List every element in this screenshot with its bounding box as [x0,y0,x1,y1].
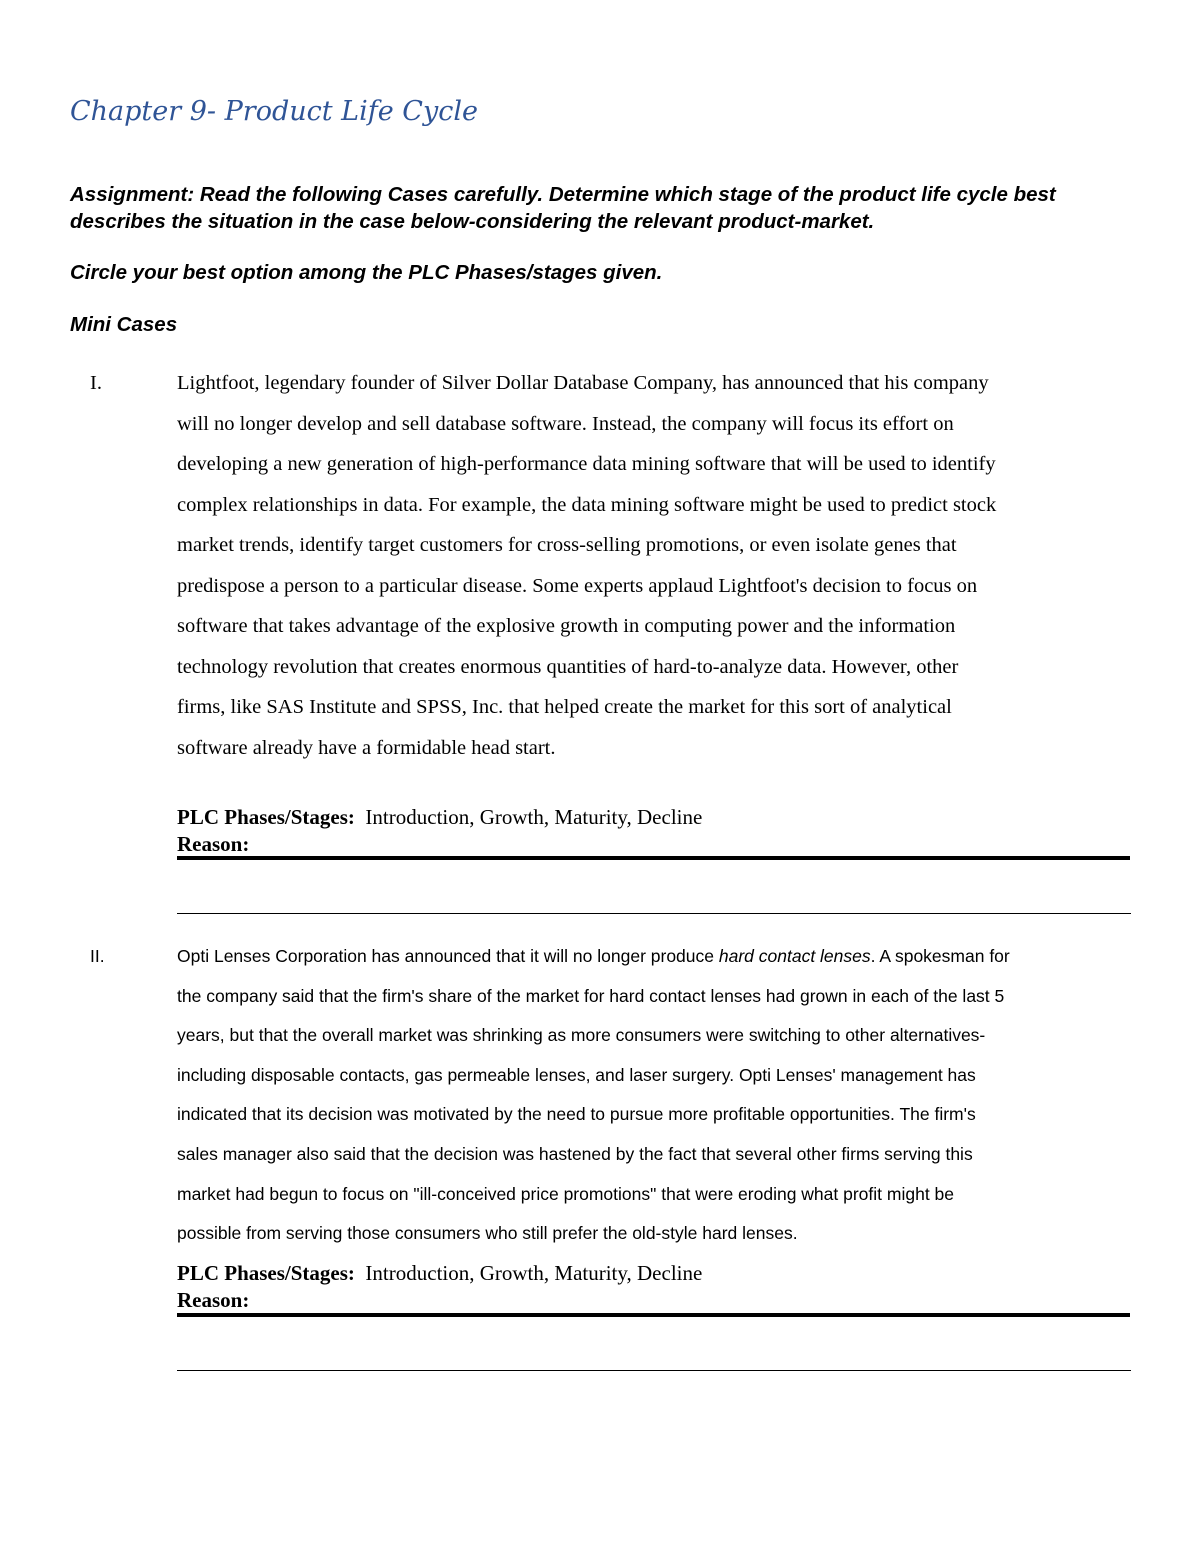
plc-stages [177,1260,702,1286]
answer-line [177,913,1131,914]
case-text [177,363,1137,768]
case-line: possible from serving those consumers who still prefer the old-style hard lenses. [177,1223,798,1244]
case-line: years, but that the overall market was shrinking as more consumers were switching to other alternatives- [177,1025,986,1046]
case-line: the company said that the firm's share of the market for hard contact lenses had grown in each of the last 5 [177,985,1005,1006]
case-line: sales manager also said that the decision was hastened by the fact that several other firms serving this [177,1143,973,1164]
case-number: II. [90,946,105,966]
case-line: market trends, identify target customers for cross-selling promotions, or even isolate genes that [177,534,957,556]
plc-label: PLC Phases/Stages: [177,805,355,829]
case-line: software already have a formidable head start. [177,736,556,759]
section-heading: Mini Cases [70,313,178,336]
reason-label: Reason: [177,832,250,856]
case-line: market had begun to focus on "ill-conceived price promotions" that were eroding what profit might be [177,1183,955,1204]
answer-line [177,1313,1130,1317]
assignment-text: Assignment: Read the following Cases carefully. Determine which stage of the product life cycle best describes the situation in the case below-considering the relevant product-market. [70,183,1056,233]
case-line: firms, like SAS Institute and SPSS, Inc. that helped create the market for this sort of analytical [177,696,952,718]
case-line: will no longer develop and sell database software. Instead, the company will focus its effort on [177,412,954,435]
case-line: developing a new generation of high-performance data mining software that will be used to identify [177,453,996,475]
plc-stages [177,804,702,830]
plc-label: PLC Phases/Stages: [177,1261,355,1285]
page-title: Chapter 9- Product Life Cycle [70,96,478,127]
instruction-text: Circle your best option among the PLC Phases/stages given. [70,261,663,284]
emphasis-text: hard contact lenses [718,946,871,966]
case-line: complex relationships in data. For example, the data mining software might be used to predict stock [177,493,997,516]
case-text [177,937,1137,1254]
case-line: technology revolution that creates enormous quantities of hard-to-analyze data. However, other [177,655,959,678]
case-line: software that takes advantage of the explosive growth in computing power and the information [177,615,956,637]
case-line: including disposable contacts, gas permeable lenses, and laser surgery. Opti Lenses' management has [177,1064,976,1085]
case-line: predispose a person to a particular disease. Some experts applaud Lightfoot's decision to focus on [177,574,978,597]
case-line: indicated that its decision was motivated by the need to pursue more profitable opportunities. The firm's [177,1104,976,1125]
case-line: Lightfoot, legendary founder of Silver Dollar Database Company, has announced that his company [177,372,989,394]
case-number: I. [90,372,102,394]
plc-options[interactable]: Introduction, Growth, Maturity, Decline [365,805,703,829]
answer-line [177,856,1130,860]
plc-options[interactable]: Introduction, Growth, Maturity, Decline [365,1261,703,1285]
case-line: Opti Lenses Corporation has announced that it will no longer produce hard contact lenses. A spokesman for [177,946,1010,966]
answer-line [177,1370,1131,1371]
reason-label: Reason: [177,1288,250,1312]
